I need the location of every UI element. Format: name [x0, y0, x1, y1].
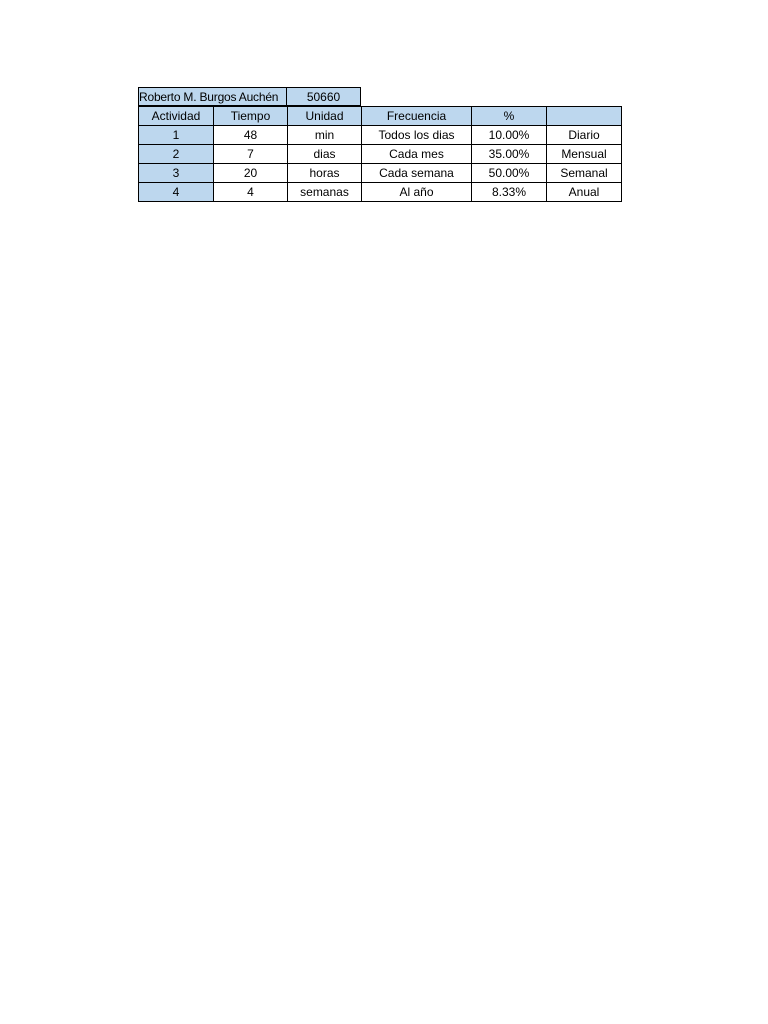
table-row	[139, 164, 622, 183]
table-row	[139, 183, 622, 202]
cell-periodo: Diario	[547, 126, 622, 145]
cell-actividad: 4	[139, 183, 214, 202]
cell-frecuencia: Cada mes	[362, 145, 472, 164]
name-row	[138, 87, 622, 106]
cell-tiempo: 48	[214, 126, 288, 145]
spreadsheet	[138, 87, 622, 202]
header-unidad: Unidad	[288, 107, 362, 126]
table-header-row	[139, 107, 622, 126]
cell-frecuencia: Cada semana	[362, 164, 472, 183]
header-actividad: Actividad	[139, 107, 214, 126]
cell-actividad: 3	[139, 164, 214, 183]
cell-periodo: Anual	[547, 183, 622, 202]
cell-actividad: 2	[139, 145, 214, 164]
cell-unidad: horas	[288, 164, 362, 183]
table-row	[139, 145, 622, 164]
cell-frecuencia: Al año	[362, 183, 472, 202]
cell-tiempo: 20	[214, 164, 288, 183]
cell-periodo: Mensual	[547, 145, 622, 164]
cell-unidad: dias	[288, 145, 362, 164]
author-name-cell: Roberto M. Burgos Auchén	[138, 87, 287, 106]
activity-table	[138, 106, 622, 202]
cell-actividad: 1	[139, 126, 214, 145]
cell-tiempo: 4	[214, 183, 288, 202]
header-periodo	[547, 107, 622, 126]
cell-periodo: Semanal	[547, 164, 622, 183]
table-row	[139, 126, 622, 145]
cell-porcentaje: 35.00%	[472, 145, 547, 164]
header-frecuencia: Frecuencia	[362, 107, 472, 126]
header-tiempo: Tiempo	[214, 107, 288, 126]
cell-unidad: min	[288, 126, 362, 145]
cell-porcentaje: 50.00%	[472, 164, 547, 183]
cell-frecuencia: Todos los dias	[362, 126, 472, 145]
header-porcentaje: %	[472, 107, 547, 126]
cell-porcentaje: 10.00%	[472, 126, 547, 145]
cell-tiempo: 7	[214, 145, 288, 164]
cell-porcentaje: 8.33%	[472, 183, 547, 202]
author-id-cell: 50660	[287, 87, 361, 106]
cell-unidad: semanas	[288, 183, 362, 202]
